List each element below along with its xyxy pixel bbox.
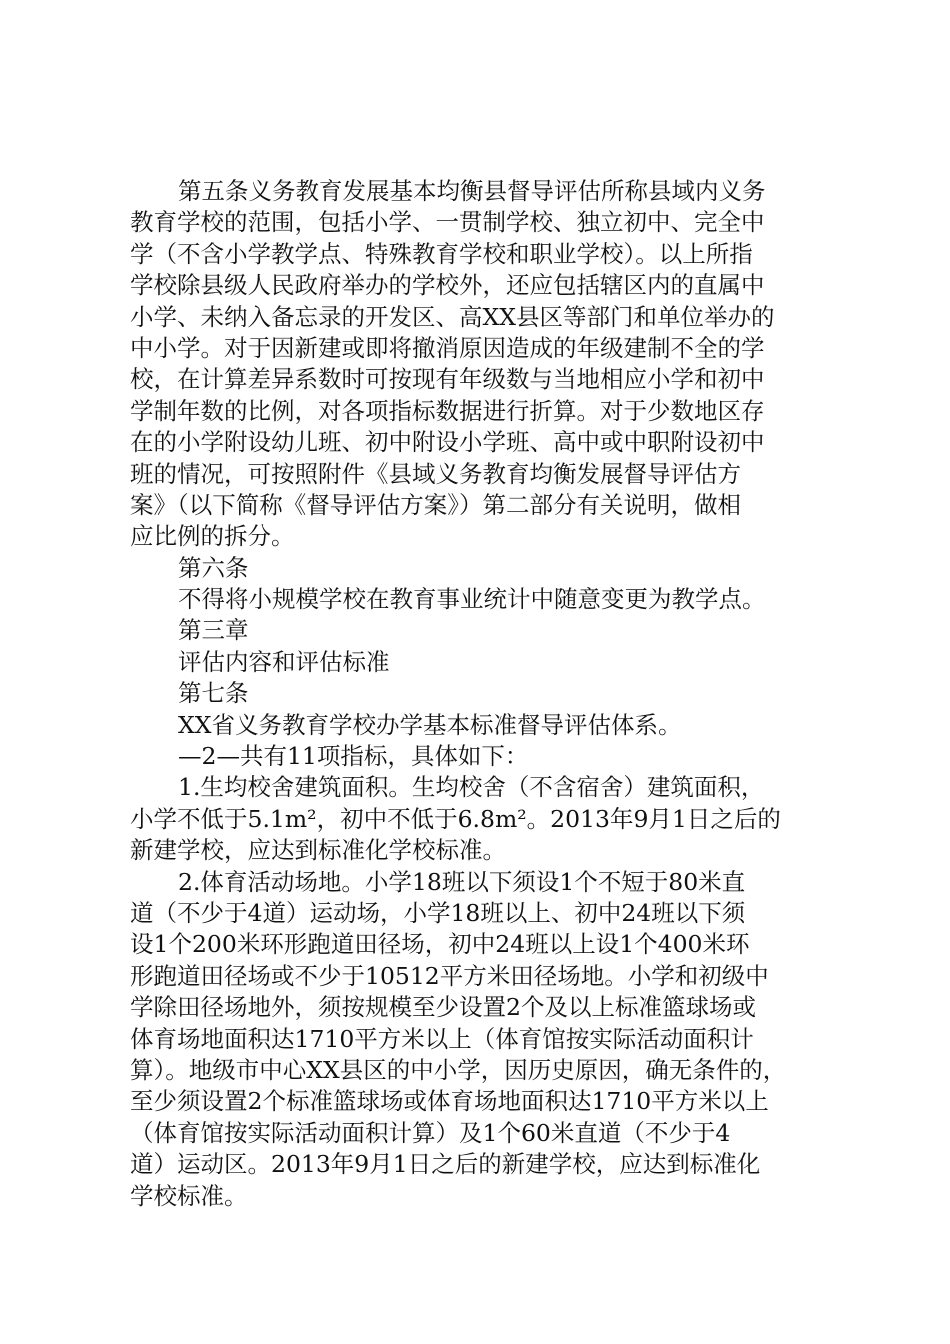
paragraph-line: 不得将小规模学校在教育事业统计中随意变更为教学点。 (178, 585, 766, 614)
list-item-line: 2.体育活动场地。小学18班以下须设1个不短于80米直 (178, 867, 746, 896)
paragraph-line: 学校除县级人民政府举办的学校外，还应包括辖区内的直属中 (130, 271, 765, 300)
list-item-line: 形跑道田径场或不少于10512平方米田径场地。小学和初级中 (130, 961, 769, 990)
paragraph-line: 在的小学附设幼儿班、初中附设小学班、高中或中职附设初中 (130, 428, 765, 457)
list-item-line: 学校标准。 (130, 1181, 248, 1210)
paragraph-line: —2—共有11项指标，具体如下： (178, 742, 529, 771)
list-item-line: （体育馆按实际活动面积计算）及1个60米直道（不少于4 (130, 1118, 731, 1147)
paragraph-line: 案》（以下简称《督导评估方案》）第二部分有关说明，做相 (130, 490, 741, 519)
paragraph-line: 中小学。对于因新建或即将撤消原因造成的年级建制不全的学 (130, 333, 765, 362)
chapter-title: 评估内容和评估标准 (178, 647, 390, 676)
paragraph-line: XX省义务教育学校办学基本标准督导评估体系。 (178, 710, 682, 739)
list-item-line: 道）运动区。2013年9月1日之后的新建学校，应达到标准化 (130, 1150, 761, 1179)
list-item-line: 设1个200米环形跑道田径场，初中24班以上设1个400米环 (130, 930, 750, 959)
list-item-line: 小学不低于5.1m²，初中不低于6.8m²。2013年9月1日之后的 (130, 804, 781, 833)
paragraph-line: 教育学校的范围，包括小学、一贯制学校、独立初中、完全中 (130, 208, 765, 237)
paragraph-line: 校，在计算差异系数时可按现有年级数与当地相应小学和初中 (130, 365, 765, 394)
paragraph-line: 应比例的拆分。 (130, 522, 295, 551)
paragraph-line: 班的情况，可按照附件《县域义务教育均衡发展督导评估方 (130, 459, 741, 488)
list-item-line: 算）。地级市中心XX县区的中小学，因历史原因，确无条件的， (130, 1055, 787, 1084)
list-item-line: 道（不少于4道）运动场，小学18班以上、初中24班以下须 (130, 898, 746, 927)
paragraph-line: 小学、未纳入备忘录的开发区、高XX县区等部门和单位举办的 (130, 302, 775, 331)
list-item-line: 1.生均校舍建筑面积。生均校舍（不含宿舍）建筑面积， (178, 773, 765, 802)
paragraph-line: 学（不含小学教学点、特殊教育学校和职业学校）。以上所指 (130, 239, 753, 268)
chapter-heading: 第三章 (178, 616, 249, 645)
paragraph-line: 第五条义务教育发展基本均衡县督导评估所称县域内义务 (178, 177, 766, 205)
list-item-line: 学除田径场地外，须按规模至少设置2个及以上标准篮球场或 (130, 993, 756, 1022)
paragraph-line: 学制年数的比例，对各项指标数据进行折算。对于少数地区存 (130, 396, 765, 425)
list-item-line: 新建学校，应达到标准化学校标准。 (130, 836, 506, 865)
list-item-line: 至少须设置2个标准篮球场或体育场地面积达1710平方米以上 (130, 1087, 769, 1116)
article-heading: 第六条 (178, 553, 249, 582)
article-heading: 第七条 (178, 679, 249, 708)
list-item-line: 体育场地面积达1710平方米以上（体育馆按实际活动面积计 (130, 1024, 754, 1053)
document-body (130, 176, 830, 1212)
